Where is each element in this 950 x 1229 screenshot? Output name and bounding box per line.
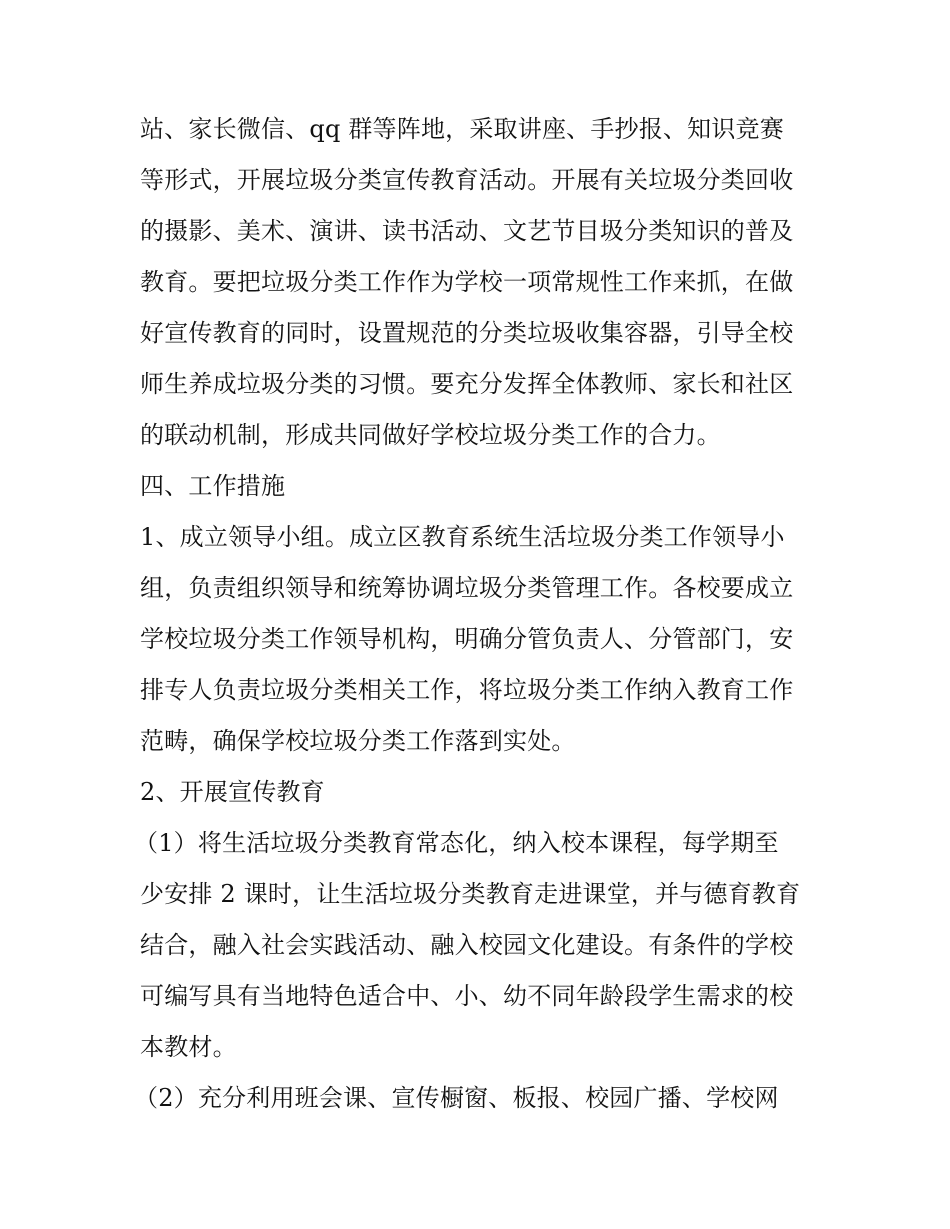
text-line: 师生养成垃圾分类的习惯。要充分发挥全体教师、家长和社区: [140, 370, 794, 398]
text-line: （2）充分利用班会课、宣传橱窗、板报、校园广播、学校网: [134, 1084, 779, 1112]
document-body: [134, 104, 820, 1124]
text-line: 排专人负责垃圾分类相关工作，将垃圾分类工作纳入教育工作: [140, 676, 794, 704]
text-line: 好宣传教育的同时，设置规范的分类垃圾收集容器，引导全校: [140, 319, 794, 347]
text-line: 少安排 2 课时，让生活垃圾分类教育走进课堂，并与德育教育: [140, 880, 801, 908]
text-line: 教育。要把垃圾分类工作作为学校一项常规性工作来抓，在做: [140, 268, 794, 296]
text-line: 的联动机制，形成共同做好学校垃圾分类工作的合力。: [140, 421, 721, 449]
text-line: 组，负责组织领导和统筹协调垃圾分类管理工作。各校要成立: [140, 574, 794, 602]
text-line: 结合，融入社会实践活动、融入校园文化建设。有条件的学校: [140, 931, 794, 959]
text-line: 等形式，开展垃圾分类宣传教育活动。开展有关垃圾分类回收: [140, 166, 794, 194]
text-line: 可编写具有当地特色适合中、小、幼不同年龄段学生需求的校: [140, 982, 794, 1010]
text-line: 站、家长微信、qq 群等阵地，采取讲座、手抄报、知识竞赛: [140, 115, 784, 143]
section-heading: 四、工作措施: [140, 472, 286, 500]
text-line: 1、成立领导小组。成立区教育系统生活垃圾分类工作领导小: [140, 523, 785, 551]
text-line: 本教材。: [140, 1033, 237, 1061]
text-line: 的摄影、美术、演讲、读书活动、文艺节目圾分类知识的普及: [140, 217, 794, 245]
text-line: （1）将生活垃圾分类教育常态化，纳入校本课程，每学期至: [134, 829, 779, 857]
subsection-heading: 2、开展宣传教育: [140, 778, 325, 806]
text-line: 学校垃圾分类工作领导机构，明确分管负责人、分管部门，安: [140, 625, 794, 653]
text-line: 范畴，确保学校垃圾分类工作落到实处。: [140, 727, 576, 755]
